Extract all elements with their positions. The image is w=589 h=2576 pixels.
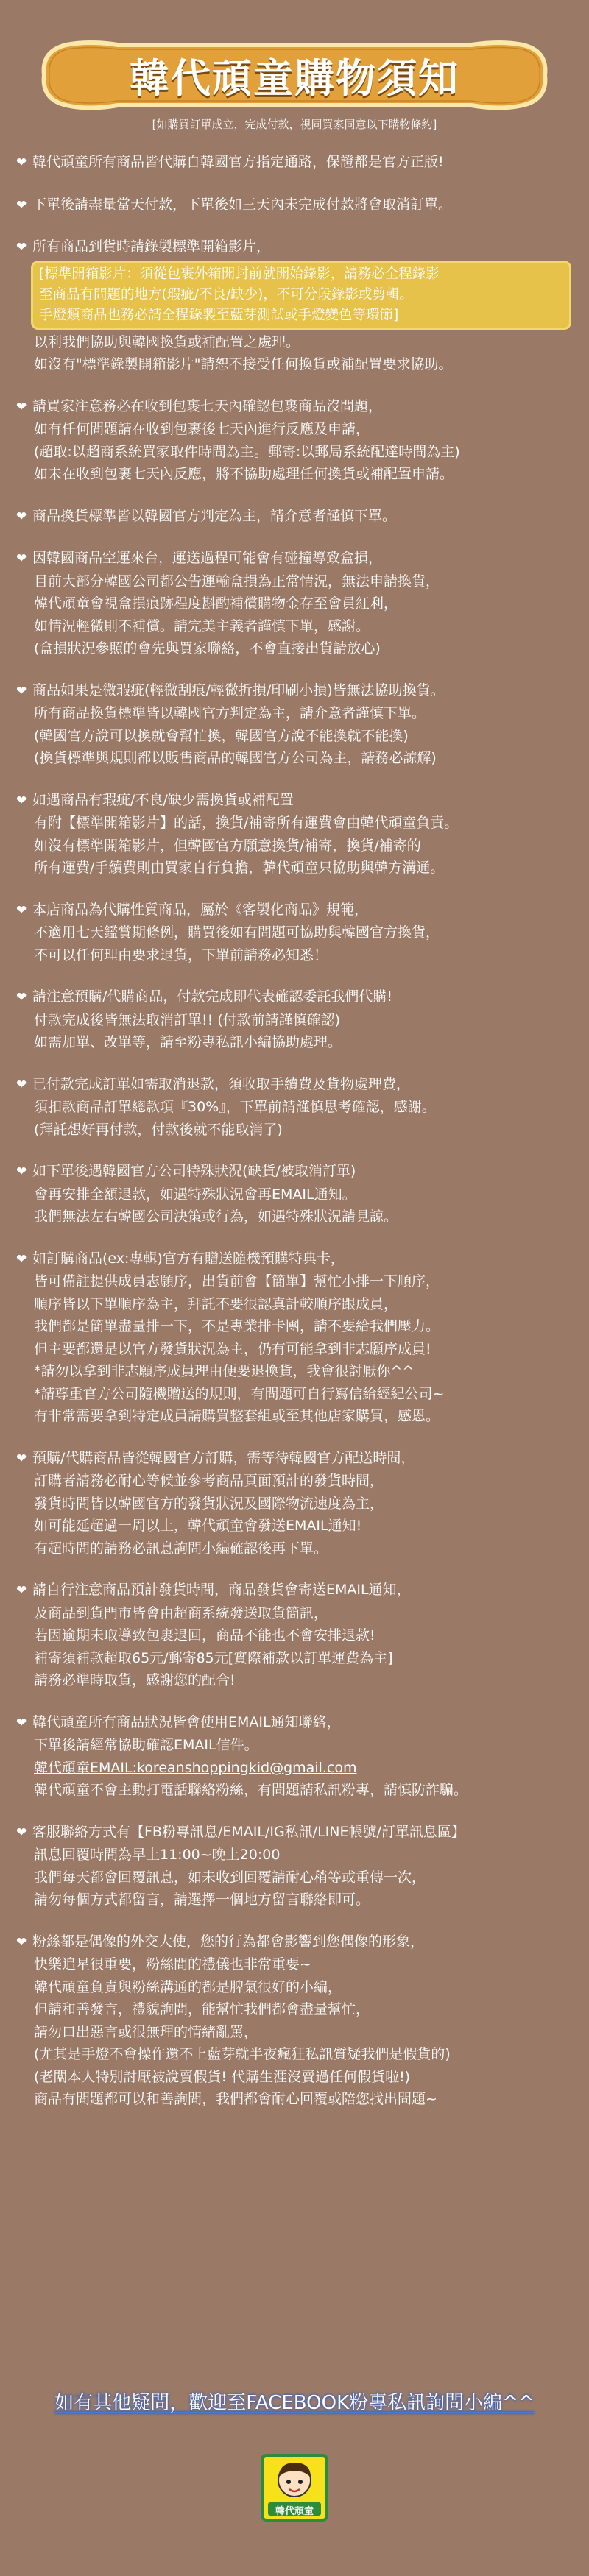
term-item: [16, 194, 576, 217]
term-text: (韓國官方說可以換就會幫忙換，韓國官方說不能換就不能換): [34, 727, 409, 744]
term-text: [標準開箱影片：須從包裹外箱開封前就開始錄影，請務必全程錄影: [39, 266, 440, 282]
term-text: *請尊重官方公司隨機贈送的規則，有問題可自行寫信給經紀公司~: [34, 1385, 445, 1402]
term-text: 有非常需要拿到特定成員請購買整套組或至其他店家購買，感恩。: [34, 1408, 440, 1424]
video-requirement-highlight: [31, 261, 571, 330]
term-text: 客服聯絡方式有【FB粉專訊息/EMAIL/IG私訊/LINE帳號/訂單訊息區】: [32, 1823, 465, 1840]
heart-icon: ❤: [16, 1164, 27, 1179]
heart-icon: ❤: [16, 1077, 27, 1092]
term-text: 會再安排全額退款，如遇特殊狀況會再EMAIL通知。: [34, 1186, 356, 1203]
heart-icon: ❤: [16, 683, 27, 698]
term-text: 請勿每個方式都留言，請選擇一個地方留言聯絡即可。: [34, 1892, 370, 1908]
term-text: 下單後請盡量當天付款，下單後如三天內未完成付款將會取消訂單。: [32, 196, 453, 213]
logo-text: 韓代頑童: [275, 2506, 314, 2517]
term-text: 粉絲都是偶像的外交大使，您的行為都會影響到您偶像的形象，: [32, 1933, 425, 1950]
term-text: 商品如果是微瑕疵(輕微刮痕/輕微折損/印刷小損)皆無法協助換貨。: [32, 682, 445, 698]
term-text: 請勿口出惡言或很無理的情緒亂罵，: [34, 2023, 258, 2040]
heart-icon: ❤: [16, 990, 27, 1005]
term-text: 預購/代購商品皆從韓國官方訂購，需等待韓國官方配送時間，: [32, 1449, 415, 1466]
term-item: [16, 505, 576, 528]
term-text: 如訂購商品(ex:專輯)官方有贈送隨機預購特典卡，: [32, 1250, 345, 1267]
heart-icon: ❤: [16, 155, 27, 170]
term-text: 已付款完成訂單如需取消退款，須收取手續費及貨物處理費，: [32, 1075, 411, 1092]
page-subtitle: [如購買訂單成立，完成付款，視同買家同意以下購物條約]: [152, 118, 437, 131]
term-text: 請自行注意商品預計發貨時間，商品發貨會寄送EMAIL通知，: [32, 1582, 411, 1598]
term-text: 韓代頑童所有商品皆代購自韓國官方指定通路，保證都是官方正版!: [32, 154, 444, 170]
term-text: 有超時問的請務必訊息詢問小編確認後再下單。: [34, 1540, 328, 1557]
term-text: 快樂追星很重要，粉絲間的禮儀也非常重要~: [34, 1956, 311, 1972]
term-text: 本店商品為代購性質商品，屬於《客製化商品》規範，: [32, 901, 369, 918]
term-text: 韓代頑童所有商品狀況皆會使用EMAIL通知聯絡，: [32, 1713, 341, 1730]
term-text: 付款完成後皆無法取消訂單!! (付款前請謹慎確認): [34, 1011, 341, 1028]
term-text: 訂購者請務必耐心等候並參考商品頁面預計的發貨時間，: [34, 1473, 384, 1489]
term-text: 韓代頑童會視盒損痕跡程度斟酌補償購物金存至會員紅利，: [34, 595, 398, 612]
heart-icon: ❤: [16, 1715, 27, 1730]
term-text: 手燈類商品也務必請全程錄製至藍芽測試或手燈變色等環節]: [39, 307, 399, 323]
heart-icon: ❤: [16, 793, 27, 808]
heart-icon: ❤: [16, 551, 27, 566]
term-item: [16, 1931, 576, 2111]
term-text: 如遇商品有瑕疵/不良/缺少需換貨或補配置: [32, 791, 294, 808]
term-text: 如下單後遇韓國官方公司特殊狀況(缺貨/被取消訂單): [32, 1163, 356, 1179]
term-text: 請務必準時取貨，感謝您的配合!: [34, 1672, 236, 1688]
term-text: (老闆本人特別討厭被說賣假貨! 代購生涯沒賣過任何假貨啦!): [34, 2068, 411, 2085]
term-item: [16, 547, 576, 660]
term-text: 但請和善發言，禮貌詢問，能幫忙我們都會盡量幫忙，: [34, 2001, 370, 2017]
term-text: 商品換貨標準皆以韓國官方判定為主，請介意者謹慎下單。: [32, 507, 397, 524]
title-banner: [37, 40, 552, 110]
term-item: [16, 1711, 576, 1802]
heart-icon: ❤: [16, 1451, 27, 1466]
term-text: 如有任何問題請在收到包裹後七天內進行反應及申請，: [34, 421, 370, 437]
heart-icon: ❤: [16, 1251, 27, 1267]
heart-icon: ❤: [16, 902, 27, 918]
term-text: (拜託想好再付款，付款後就不能取消了): [34, 1121, 283, 1138]
term-text: 至商品有問題的地方(瑕疵/不良/缺少)，不可分段錄影或剪輯。: [39, 286, 413, 302]
term-text: 若因逾期未取導致包裹退回，商品不能也不會安排退款!: [34, 1627, 375, 1643]
term-item: [16, 789, 576, 880]
term-text: 須扣款商品訂單總款項『30%』，下單前請謹慎思考確認，感謝。: [34, 1099, 436, 1115]
term-item: [16, 899, 576, 967]
term-item: [16, 1821, 576, 1911]
term-text: 因韓國商品空運來台，運送過程可能會有碰撞導致盒損，: [32, 550, 383, 566]
heart-icon: ❤: [16, 1583, 27, 1598]
term-item: [16, 1447, 576, 1560]
term-text: 下單後請經常協助確認EMAIL信件。: [34, 1737, 258, 1753]
term-text: 不適用七天鑑賞期條例，購買後如有問題可協助與韓國官方換貨，: [34, 924, 440, 941]
term-text: 不可以任何理由要求退貨，下單前請務必知悉！: [34, 946, 328, 963]
heart-icon: ❤: [16, 197, 27, 213]
term-item: [16, 986, 576, 1054]
term-item: [16, 1073, 576, 1142]
term-text: 請買家注意務必在收到包裹七天內確認包裹商品沒問題，: [32, 397, 383, 414]
term-text: *請勿以拿到非志願序成員理由便要退換貨，我會很討厭你^^: [34, 1363, 415, 1379]
term-text: (換貨標準與規則都以販售商品的韓國官方公司為主，請務必諒解): [34, 750, 437, 766]
term-text: (超取:以超商系統買家取件時間為主。郵寄:以郵局系統配達時間為主): [34, 443, 460, 460]
term-item: [16, 151, 576, 174]
term-item: [16, 236, 576, 376]
term-text: (尤其是手燈不會操作還不上藍芽就半夜瘋狂私訊質疑我們是假貨的): [34, 2046, 451, 2062]
term-item: [16, 1248, 576, 1428]
page-title: 韓代頑童購物須知: [130, 55, 459, 102]
term-text: 所有商品到貨時請錄製標準開箱影片，: [32, 238, 271, 255]
term-text: 以利我們協助與韓國換貨或補配置之處理。: [34, 333, 300, 350]
heart-icon: ❤: [16, 1934, 27, 1950]
term-text: 皆可備註提供成員志願序，出貨前會【簡單】幫忙小排一下順序，: [34, 1273, 440, 1289]
term-text: 但主要都還是以官方發貨狀況為主，仍有可能拿到非志願序成員!: [34, 1340, 431, 1357]
term-text: 所有運費/手續費則由買家自行負擔，韓代頑童只協助與韓方溝通。: [34, 860, 445, 876]
term-text: 目前大部分韓國公司都公告運輸盒損為正常情況，無法申請換貨，: [34, 573, 440, 590]
term-text: 訊息回覆時間為早上11:00~晚上20:00: [34, 1847, 281, 1863]
shop-logo: [258, 2451, 331, 2524]
term-text: 請注意預購/代購商品，付款完成即代表確認委託我們代購!: [32, 988, 393, 1005]
term-text: 韓代頑童不會主動打電話聯絡粉絲，有問題請私訊粉專，請慎防詐騙。: [34, 1782, 468, 1798]
term-text: 如情況輕微則不補償。請完美主義者謹慎下單，感謝。: [34, 618, 370, 634]
term-text: 如未在收到包裹七天內反應，將不協助處理任何換貨或補配置申請。: [34, 466, 454, 482]
term-text: 如可能延超過一周以上，韓代頑童會發送EMAIL通知!: [34, 1518, 362, 1534]
heart-icon: ❤: [16, 399, 27, 414]
term-item: [16, 679, 576, 770]
term-text: 如需加單、改單等，請至粉專私訊小編協助處理。: [34, 1034, 342, 1050]
term-text: 韓代頑童負責與粉絲溝通的都是脾氣很好的小編，: [34, 1978, 342, 1995]
term-text: 商品有問題都可以和善詢問，我們都會耐心回覆或陪您找出問題~: [34, 2091, 437, 2107]
email-link[interactable]: 韓代頑童EMAIL:koreanshoppingkid@gmail.com: [34, 1759, 357, 1776]
footer-contact-note[interactable]: 如有其他疑問，歡迎至FACEBOOK粉專私訊詢問小編^^: [54, 2392, 535, 2414]
term-item: [16, 395, 576, 486]
terms-list: [16, 151, 576, 2111]
term-item: [16, 1579, 576, 1692]
term-text: 有附【標準開箱影片】的話，換貨/補寄所有運費會由韓代頑童負責。: [34, 815, 459, 831]
heart-icon: ❤: [16, 509, 27, 524]
term-text: 發貨時間皆以韓國官方的發貨狀況及國際物流速度為主，: [34, 1495, 384, 1512]
term-text: 我們都是簡單盡量排一下，不是專業排卡團，請不要給我們壓力。: [34, 1318, 440, 1334]
term-text: 補寄須補款超取65元/郵寄85元[實際補款以訂單運費為主]: [34, 1649, 393, 1666]
term-text: 如沒有標準開箱影片，但韓國官方願意換貨/補寄，換貨/補寄的: [34, 837, 421, 854]
term-text: 如沒有"標準錄製開箱影片"請恕不接受任何換貨或補配置要求協助。: [34, 356, 453, 372]
term-text: 所有商品換貨標準皆以韓國官方判定為主，請介意者謹慎下單。: [34, 705, 426, 721]
heart-icon: ❤: [16, 240, 27, 255]
term-item: [16, 1160, 576, 1228]
term-text: 我們無法左右韓國公司決策或行為，如遇特殊狀況請見諒。: [34, 1209, 398, 1225]
heart-icon: ❤: [16, 1825, 27, 1840]
term-text: 及商品到貨門市皆會由超商系統發送取貨簡訊，: [34, 1604, 328, 1621]
term-text: (盒損狀況參照的會先與買家聯絡，不會直接出貨請放心): [34, 640, 381, 657]
term-text: 順序皆以下單順序為主，拜託不要很認真計較順序跟成員，: [34, 1295, 398, 1312]
term-text: 我們每天都會回覆訊息，如未收到回覆請耐心稍等或重傳一次，: [34, 1869, 426, 1886]
